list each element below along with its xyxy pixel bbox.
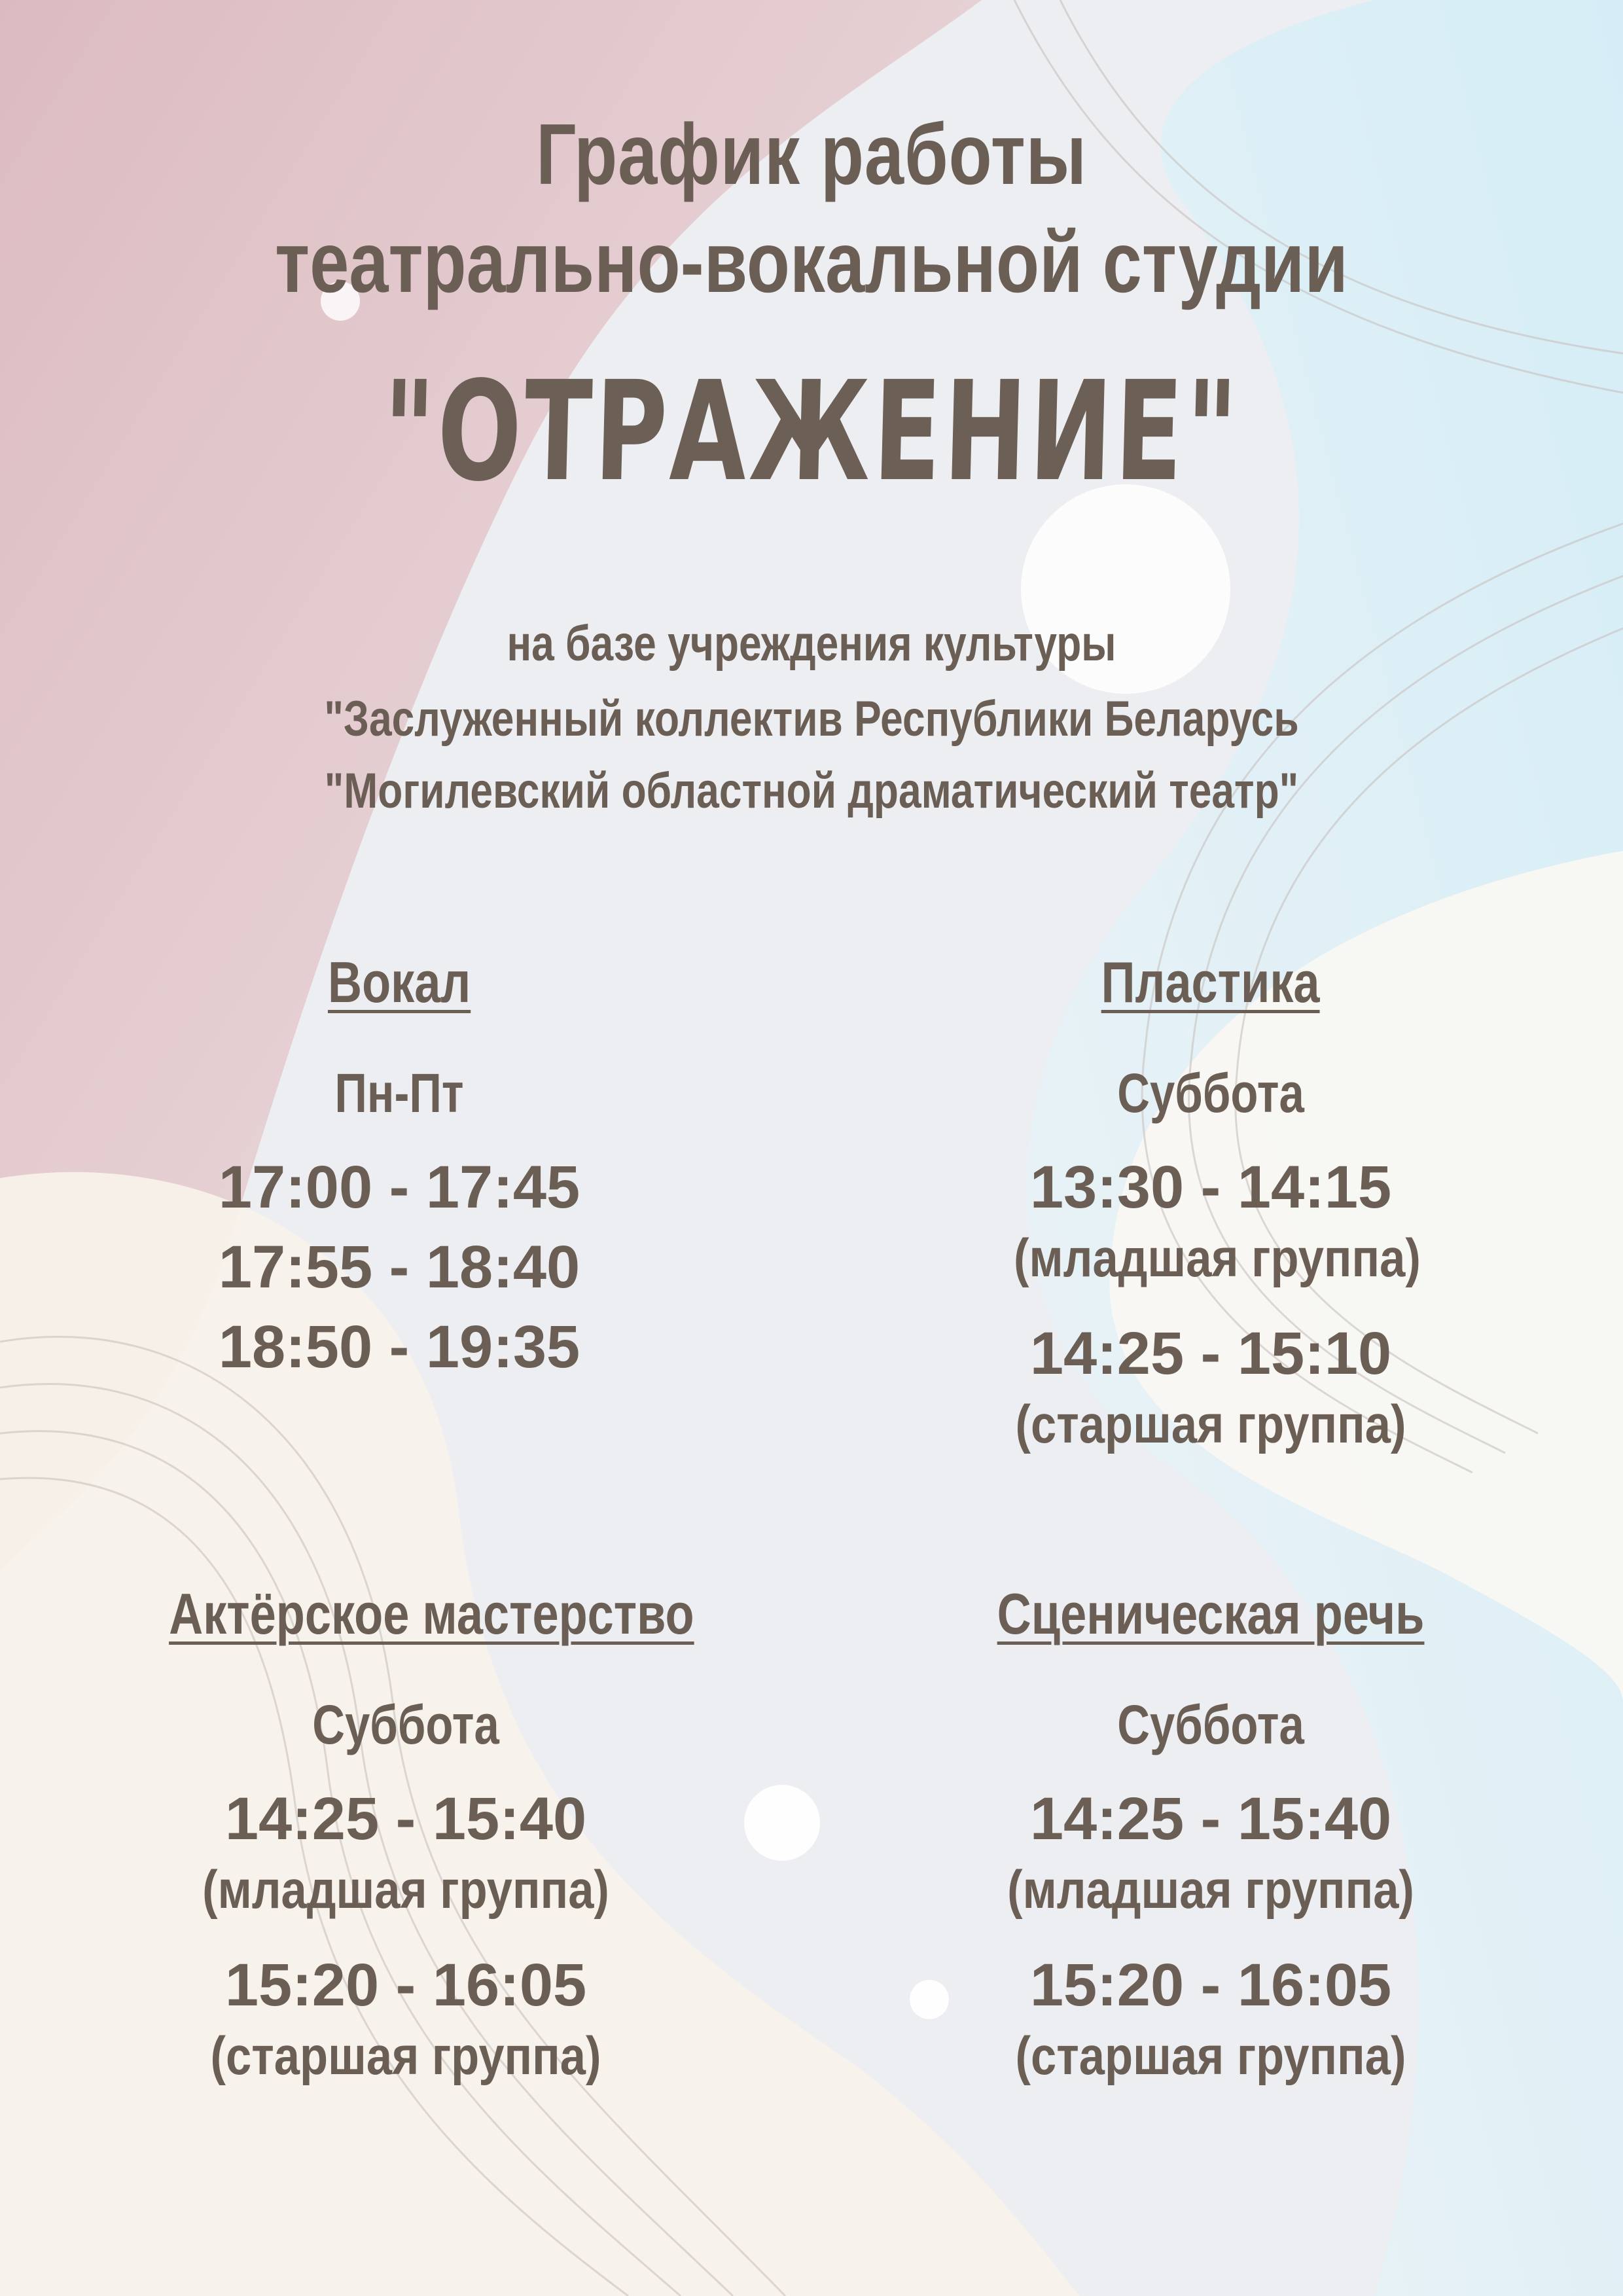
group-label: (младшая группа) bbox=[1014, 1229, 1421, 1288]
subtitle-line-2: "Заслуженный коллектив Республики Беларусь bbox=[324, 691, 1299, 747]
section-days: Суббота bbox=[1117, 1694, 1304, 1755]
schedule-slot bbox=[982, 1149, 1440, 1291]
schedule-slot bbox=[111, 1780, 700, 1923]
section-title: Пластика bbox=[1101, 950, 1320, 1014]
section-days: Пн-Пт bbox=[334, 1062, 464, 1124]
time-slot: 17:55 - 18:40 bbox=[218, 1234, 580, 1300]
time-slot: 18:50 - 19:35 bbox=[218, 1314, 580, 1380]
group-label: (старшая группа) bbox=[1015, 2026, 1406, 2086]
time-slot: 15:20 - 16:05 bbox=[224, 1952, 587, 2018]
section-days: Суббота bbox=[312, 1694, 499, 1755]
title-line-1: График работы bbox=[536, 106, 1087, 202]
subtitle-line-3: "Могилевский областной драматический театр" bbox=[324, 763, 1299, 819]
time-slot: 14:25 - 15:40 bbox=[1029, 1785, 1392, 1852]
schedule-slot bbox=[982, 1315, 1440, 1458]
subtitle-line-1: на базе учреждения культуры bbox=[507, 616, 1116, 672]
time-slot: 14:25 - 15:10 bbox=[1029, 1320, 1392, 1387]
schedule-slot bbox=[949, 1946, 1472, 2089]
group-label: (старшая группа) bbox=[210, 2026, 601, 2086]
time-slot: 14:25 - 15:40 bbox=[224, 1785, 587, 1852]
acting-section bbox=[111, 1581, 700, 2089]
group-label: (младшая группа) bbox=[1007, 1860, 1414, 1920]
title-line-2: театрально-вокальной студии bbox=[275, 214, 1348, 310]
section-days: Суббота bbox=[1117, 1062, 1304, 1124]
speech-section bbox=[949, 1581, 1472, 2089]
schedule-slot bbox=[111, 1946, 700, 2089]
section-title: Вокал bbox=[327, 950, 471, 1014]
group-label: (старшая группа) bbox=[1015, 1395, 1406, 1454]
time-slot: 17:00 - 17:45 bbox=[218, 1154, 580, 1221]
time-slot: 15:20 - 16:05 bbox=[1029, 1952, 1392, 2018]
vocal-section bbox=[170, 949, 628, 1386]
studio-name: "ОТРАЖЕНИЕ" bbox=[381, 351, 1242, 512]
schedule-slot bbox=[949, 1780, 1472, 1923]
section-title: Актёрское мастерство bbox=[169, 1581, 694, 1646]
plastic-section bbox=[982, 949, 1440, 1458]
time-slot: 13:30 - 14:15 bbox=[1029, 1154, 1392, 1221]
group-label: (младшая группа) bbox=[202, 1860, 609, 1920]
section-title: Сценическая речь bbox=[997, 1581, 1425, 1646]
